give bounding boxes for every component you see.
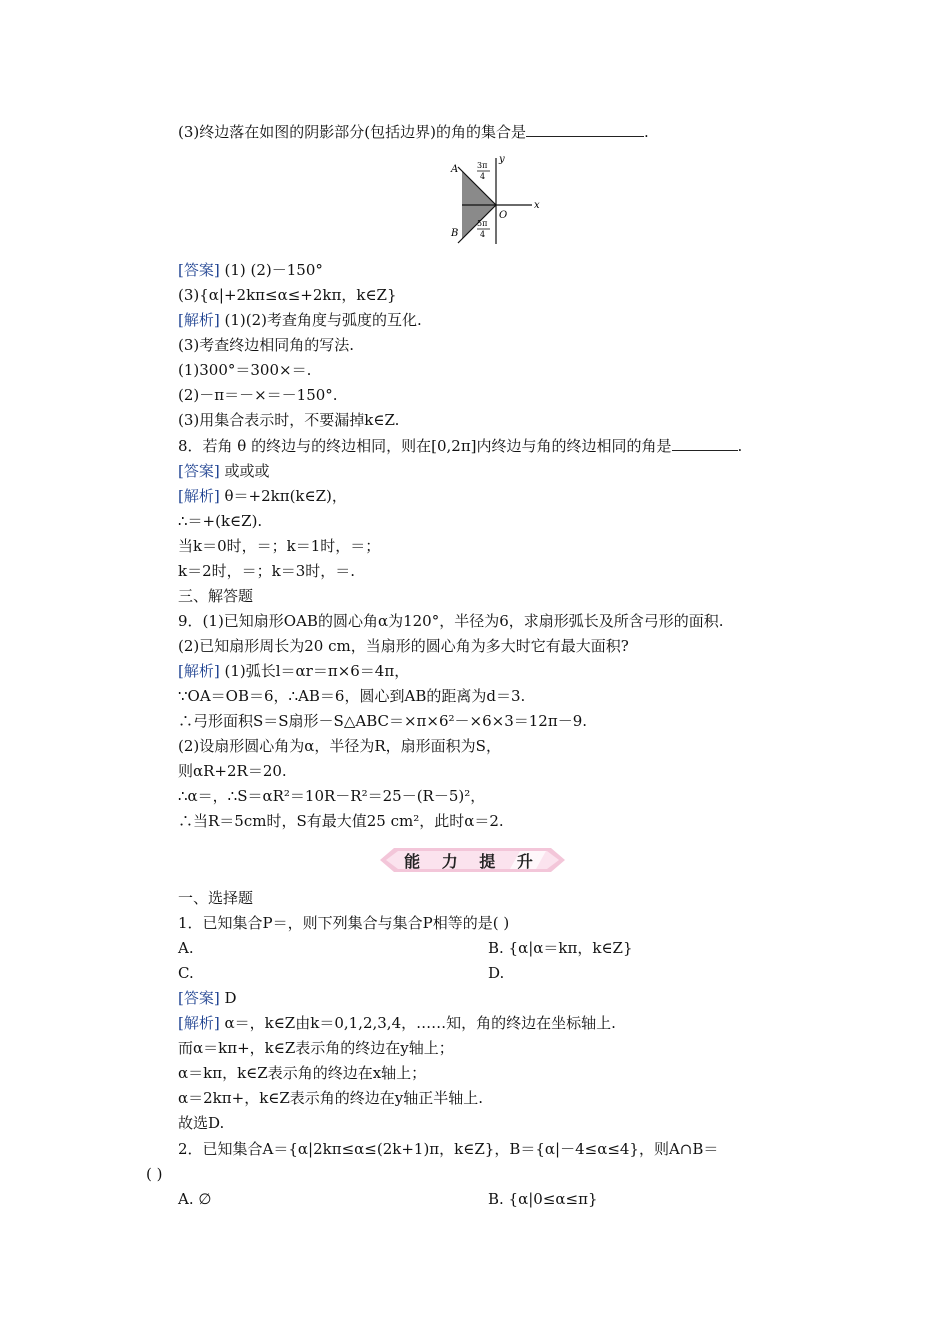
section-heading: 三、解答题 — [178, 587, 254, 605]
q9-analysis-line — [178, 661, 409, 681]
answer-blank — [672, 436, 738, 451]
q7-sub3-text: (3)终边落在如图的阴影部分(包括边界)的角的集合是 — [178, 123, 526, 141]
q9-question-1: 9．(1)已知扇形OAB的圆心角α为120°，半径为6，求扇形弧长及所含弓形的面积. — [178, 612, 724, 630]
p1-option-c: C. — [178, 964, 194, 982]
p2-option-a: A. ∅ — [178, 1190, 212, 1208]
p2-answer-paren: ( ) — [146, 1165, 163, 1183]
top-fraction-num: 3π — [477, 161, 488, 170]
p1-analysis-step: α＝2kπ+，k∈Z表示角的终边在y轴正半轴上. — [178, 1089, 484, 1107]
q7-sub3-line — [178, 122, 649, 142]
answer-tag: [答案] — [178, 261, 220, 279]
q9-analysis-step: 则αR+2R＝20. — [178, 762, 287, 780]
q7-analysis-step: (2)－π＝－×＝－150°. — [178, 386, 338, 404]
q7-analysis-line — [178, 310, 422, 330]
q8-question — [178, 436, 742, 456]
q9-question-2: (2)已知扇形周长为20 cm，当扇形的圆心角为多大时它有最大面积? — [178, 637, 629, 655]
q9-analysis-step: ∴α＝，∴S＝αR²＝10R－R²＝25－(R－5)²， — [178, 787, 486, 805]
p1-answer-text: D — [219, 989, 237, 1007]
section-heading: 一、选择题 — [178, 889, 254, 907]
q8-analysis-line — [178, 486, 347, 506]
analysis-tag: [解析] — [178, 311, 220, 329]
answer-tag: [答案] — [178, 462, 220, 480]
p1-analysis-text: α＝，k∈Z由k＝0,1,2,3,4，……知，角的终边在坐标轴上. — [219, 1014, 616, 1032]
q8-analysis-text: θ＝+2kπ(k∈Z)， — [219, 487, 347, 505]
q7-answer-line — [178, 260, 323, 280]
p1-question: 1．已知集合P＝，则下列集合与集合P相等的是( ) — [178, 914, 510, 932]
q7-end-dot: . — [643, 123, 649, 141]
label-y: y — [499, 154, 505, 165]
q8-answer-text: 或或或 — [219, 462, 270, 480]
p1-analysis-step: 而α＝kπ+，k∈Z表示角的终边在y轴上； — [178, 1039, 454, 1057]
q7-answer-line2: (3){α|+2kπ≤α≤+2kπ，k∈Z} — [178, 286, 397, 304]
section-banner — [380, 846, 565, 874]
label-a: A — [451, 164, 459, 175]
angle-region-figure — [440, 150, 550, 245]
q9-analysis-step: (2)设扇形圆心角为α，半径为R，扇形面积为S， — [178, 737, 501, 755]
q9-analysis-step: ∴当R＝5cm时，S有最大值25 cm²，此时α＝2. — [178, 812, 504, 830]
label-b: B — [451, 228, 459, 239]
banner-title: 能 力 提 升 — [404, 852, 541, 871]
p1-analysis-step: α＝kπ，k∈Z表示角的终边在x轴上； — [178, 1064, 427, 1082]
q9-analysis-text: (1)弧长l＝αr＝π×6＝4π， — [219, 662, 410, 680]
answer-blank — [526, 122, 644, 137]
bottom-fraction-den: 4 — [480, 230, 486, 239]
q8-answer-line — [178, 461, 270, 481]
q8-analysis-step: 当k＝0时，＝；k＝1时，＝； — [178, 537, 381, 555]
q9-analysis-step: ∴弓形面积S＝S扇形－S△ABC＝×π×6²－×6×3＝12π－9. — [178, 712, 588, 730]
q7-analysis-step: (1)300°＝300×＝. — [178, 361, 312, 379]
p1-option-d: D. — [488, 964, 505, 982]
answer-tag: [答案] — [178, 989, 220, 1007]
q8-analysis-step: k＝2时，＝；k＝3时，＝. — [178, 562, 356, 580]
p2-question: 2．已知集合A＝{α|2kπ≤α≤(2k+1)π，k∈Z}，B＝{α|－4≤α≤4}，则A∩B＝ — [178, 1140, 719, 1158]
p1-option-a: A. — [178, 939, 194, 957]
analysis-tag: [解析] — [178, 487, 220, 505]
p2-option-b: B. {α|0≤α≤π} — [488, 1190, 598, 1208]
p1-analysis-step: 故选D. — [178, 1114, 225, 1132]
q7-analysis-step: (3)考查终边相同角的写法. — [178, 336, 355, 354]
p1-answer-line — [178, 988, 237, 1008]
q8-analysis-step: ∴＝+(k∈Z). — [178, 512, 263, 530]
label-o: O — [499, 210, 508, 221]
label-x: x — [534, 200, 540, 211]
p1-analysis-line — [178, 1013, 616, 1033]
bottom-fraction-num: 5π — [477, 219, 488, 228]
analysis-tag: [解析] — [178, 1014, 220, 1032]
q9-analysis-step: ∵OA＝OB＝6，∴AB＝6，圆心到AB的距离为d＝3. — [178, 687, 526, 705]
top-fraction-den: 4 — [480, 172, 486, 181]
q7-analysis-text: (1)(2)考查角度与弧度的互化. — [219, 311, 422, 329]
q8-question-text: 8．若角 θ 的终边与的终边相同，则在[0,2π]内终边与角的终边相同的角是 — [178, 437, 672, 455]
analysis-tag: [解析] — [178, 662, 220, 680]
p1-option-b: B. {α|α＝kπ，k∈Z} — [488, 939, 633, 957]
q7-answer-text: (1) (2)－150° — [219, 261, 323, 279]
q7-analysis-step: (3)用集合表示时，不要漏掉k∈Z. — [178, 411, 400, 429]
q8-end-dot: . — [737, 437, 743, 455]
